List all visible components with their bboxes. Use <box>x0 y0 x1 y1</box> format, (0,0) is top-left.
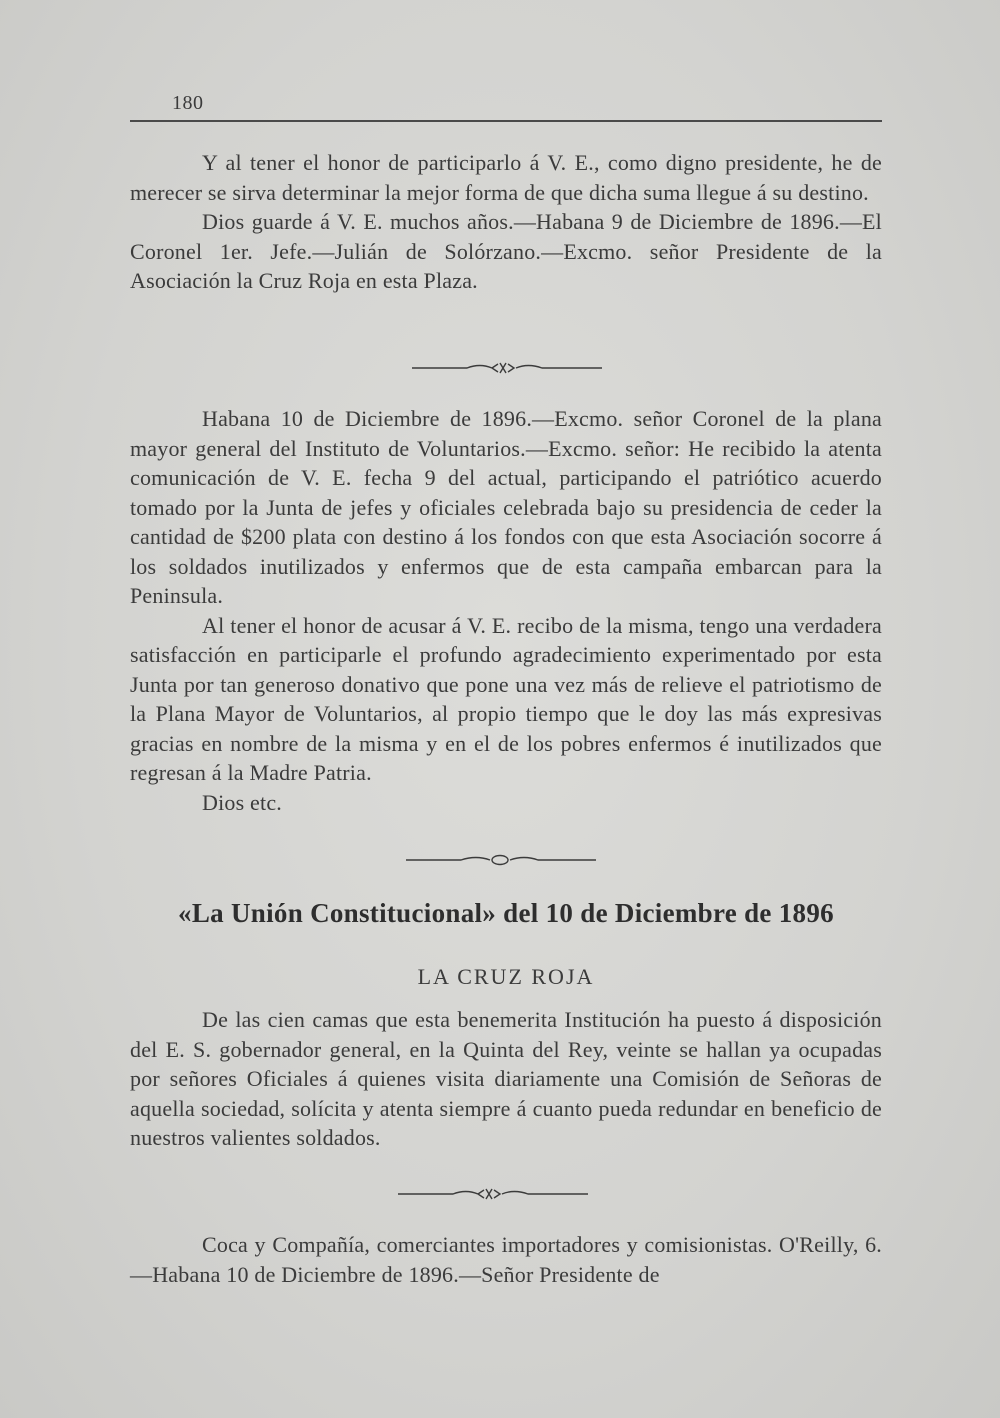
letter-signature-paragraph: Dios guarde á V. E. muchos años.—Habana 9 de Diciembre de 1896.—El Coronel 1er. Jefe.—Julián de Solórzano.—Excmo. señor Presidente de la Asociación la Cruz Roja en esta Plaza. <box>130 209 882 293</box>
final-letter-block <box>130 1230 882 1289</box>
reply-paragraph-1: Habana 10 de Diciembre de 1896.—Excmo. señor Coronel de la plana mayor general del Instituto de Voluntarios.—Excmo. señor: He recibido la atenta comunicación de V. E. fecha 9 del actual, participando el patriótico acuerdo tomado por la Junta de jefes y oficiales celebrada bajo su presidencia de ceder la cantidad de $200 plata con destino á los fondos con que esta Asociación socorre á los soldados inutilizados y enfermos que de esta campaña embarcan para la Peninsula. <box>130 406 882 608</box>
article-paragraph: De las cien camas que esta benemerita Institución ha puesto á disposición del E. S. gobernador general, en la Quinta del Rey, veinte se hallan ya ocupadas por señores Oficiales á quienes visita diariamente una Comisión de Señoras de aquella sociedad, solícita y atenta siempre á cuanto pueda redundar en beneficio de nuestros valientes soldados. <box>130 1007 882 1150</box>
ornament-divider-2 <box>406 852 596 868</box>
letter-closing-paragraph: Y al tener el honor de participarlo á V. E., como digno presidente, he de merecer se sirva determinar la mejor forma de que dicha suma llegue á su destino. <box>130 150 882 205</box>
header-rule <box>130 120 882 122</box>
article-subheading: LA CRUZ ROJA <box>417 964 595 989</box>
letter-closing-block <box>130 148 882 296</box>
reply-closing: Dios etc. <box>202 789 283 815</box>
reply-paragraph-2: Al tener el honor de acusar á V. E. recibo de la misma, tengo una verdadera satisfacción en participarle el profundo agradecimiento experimentado por esta Junta por tan generoso donativo que pone una vez más de relieve el patriotismo de la Plana Mayor de Voluntarios, al propio tiempo que le doy las más expresivas gracias en nombre de la misma y en el de los pobres enfermos é inutilizados que regresan á la Madre Patria. <box>130 612 882 785</box>
reply-letter-block <box>130 404 882 817</box>
ornament-divider-3 <box>398 1186 588 1202</box>
ornament-divider-1 <box>412 360 602 376</box>
article-block <box>130 1005 882 1153</box>
section-heading: «La Unión Constitucional» del 10 de Diciembre de 1896 <box>178 898 834 928</box>
page-number: 180 <box>172 92 204 114</box>
final-paragraph: Coca y Compañía, comerciantes importadores y comisionistas. O'Reilly, 6.—Habana 10 de Diciembre de 1896.—Señor Presidente de <box>130 1232 882 1287</box>
